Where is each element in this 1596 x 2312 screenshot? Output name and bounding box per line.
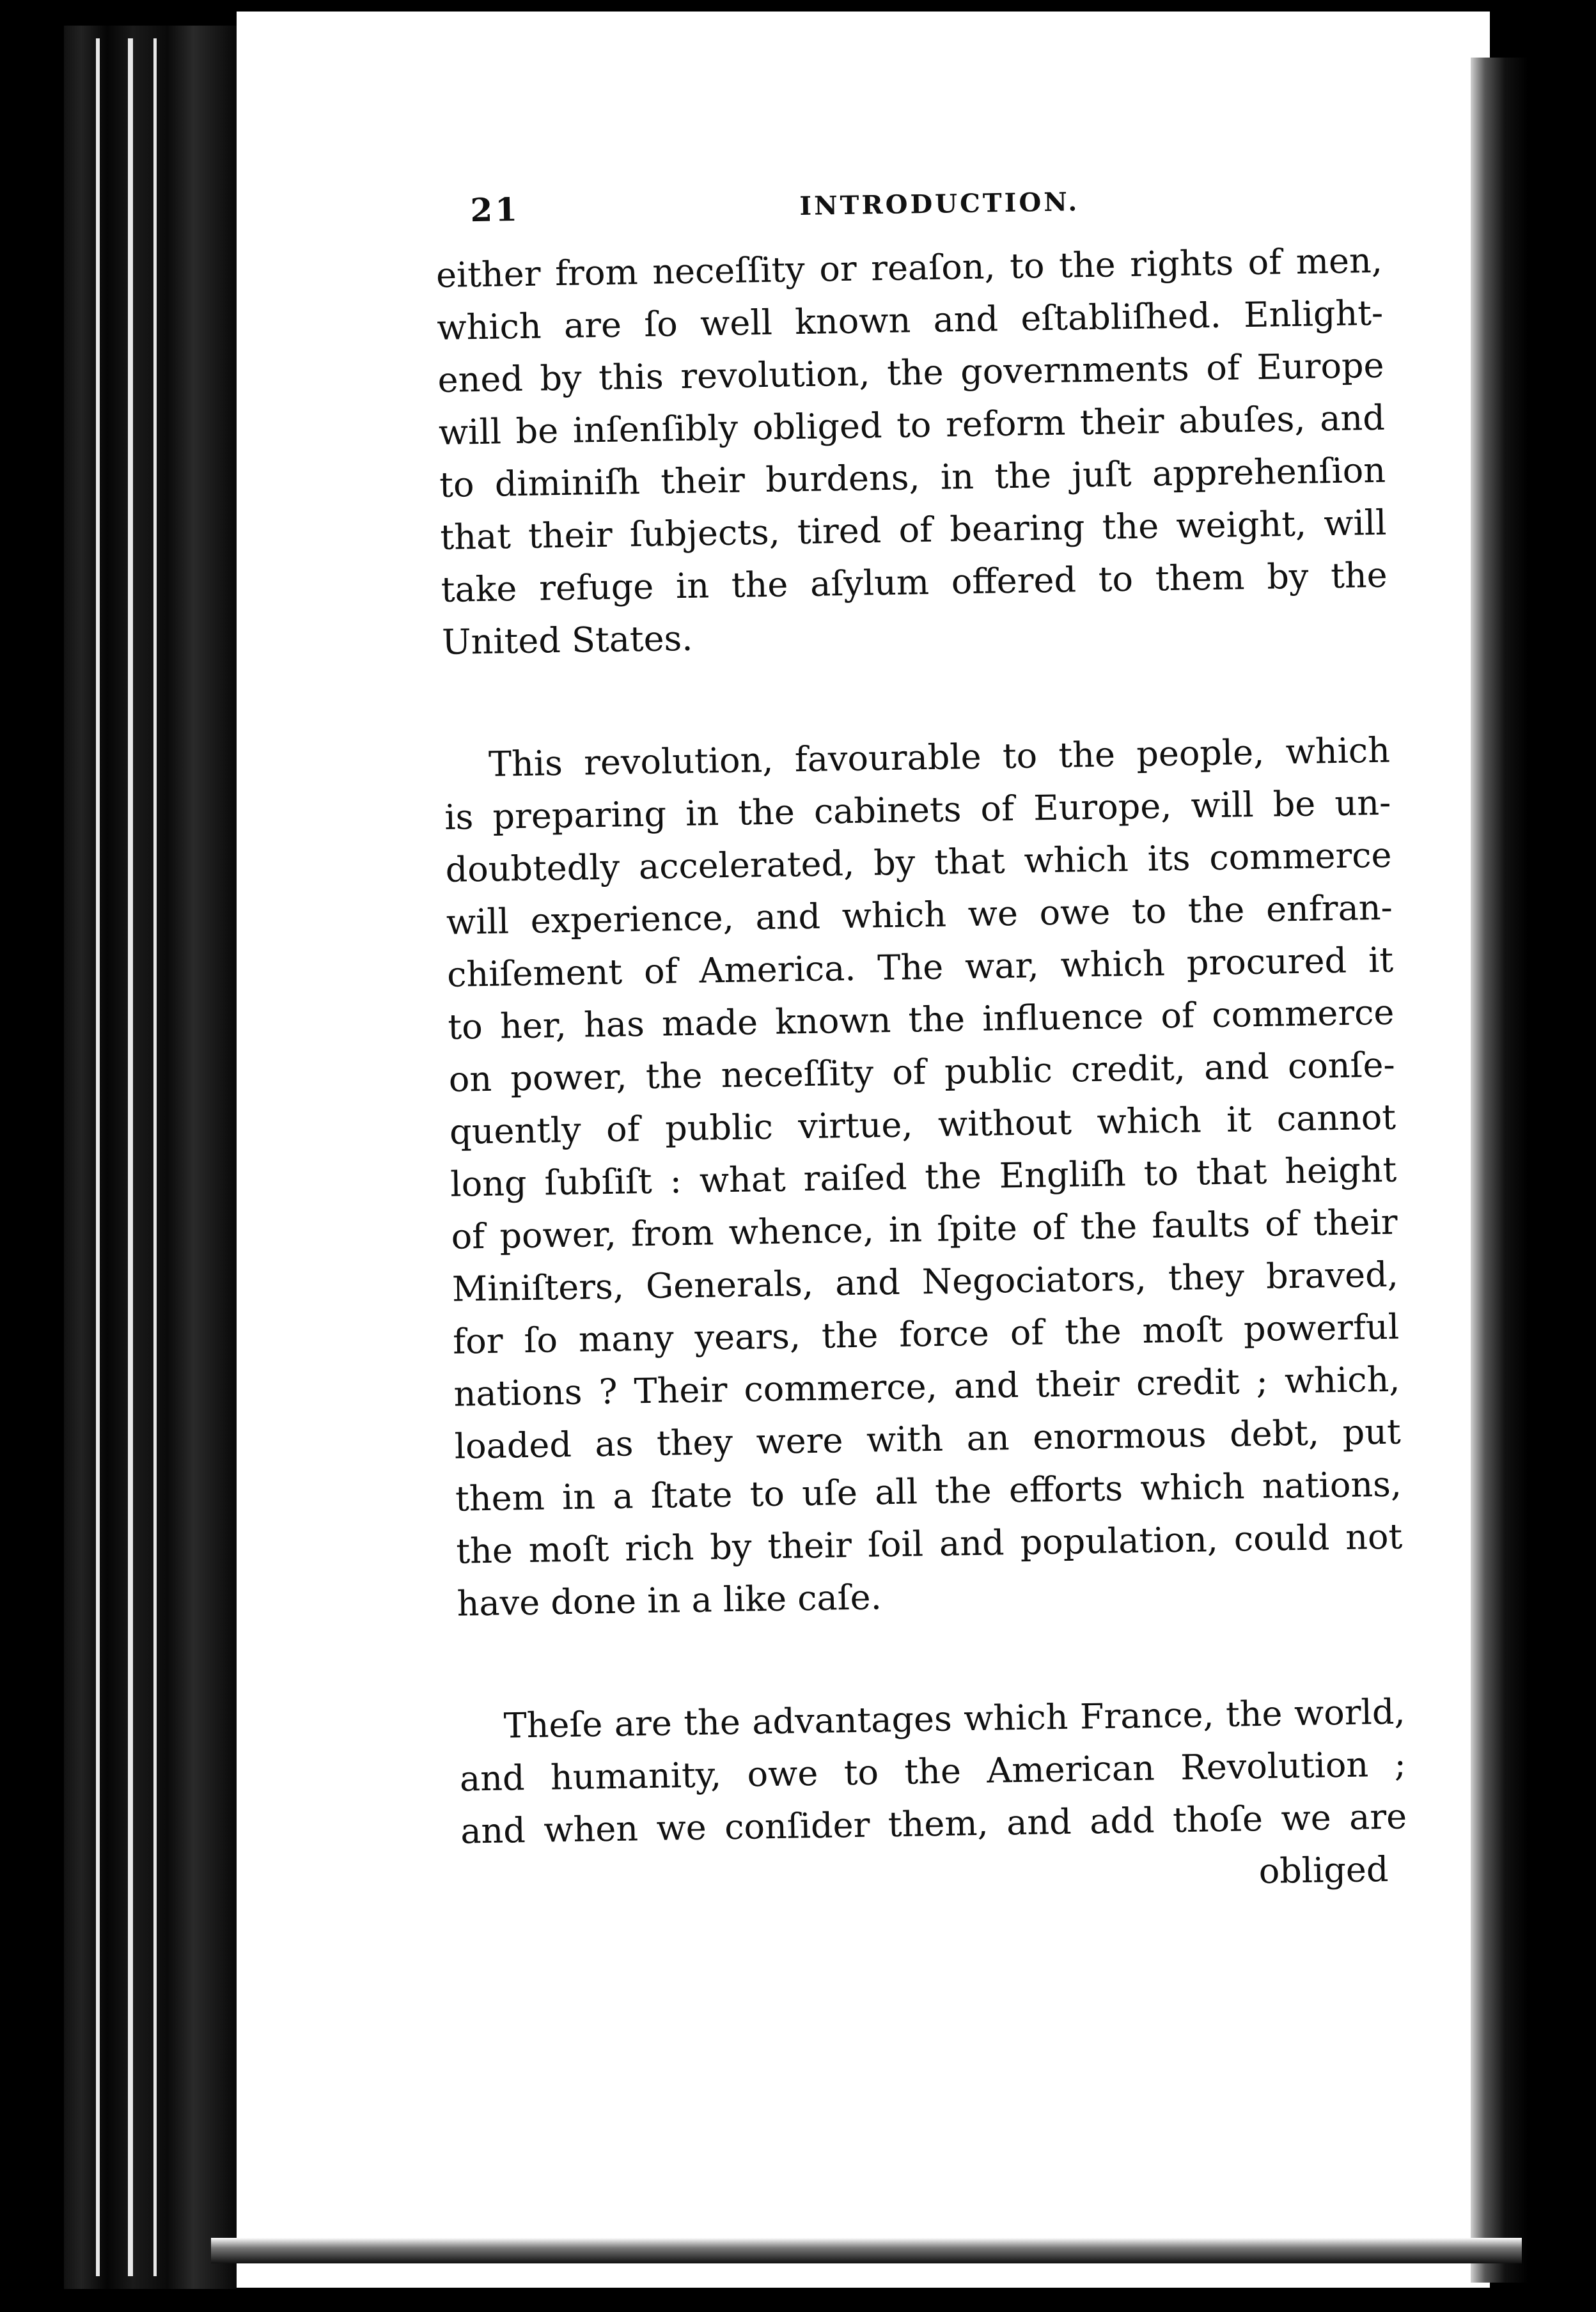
- text-line: Miniſters, Generals, and Negociators, they braved,: [451, 1254, 1399, 1309]
- page-text-block: [435, 177, 1408, 1910]
- text-line: and humanity, owe to the American Revolution ;: [459, 1744, 1407, 1799]
- text-line: for ſo many years, the force of the moſt powerful: [452, 1306, 1400, 1362]
- right-page-edge: [1471, 58, 1528, 2283]
- text-line: This revolution, favourable to the people, which: [488, 730, 1391, 785]
- text-line: either from neceſſity or reaſon, to the rights of men,: [435, 240, 1383, 295]
- page-number: 21: [469, 190, 520, 230]
- text-line: nations ? Their commerce, and their credit ; which,: [453, 1359, 1400, 1414]
- text-line: is preparing in the cabinets of Europe, will be un-: [444, 782, 1391, 838]
- text-line: United States.: [441, 618, 693, 662]
- text-line: and when we conſider them, and add thoſe we are: [460, 1796, 1407, 1852]
- text-line: quently of public virtue, without which it cannot: [449, 1097, 1396, 1152]
- page-edge-strip: [96, 38, 100, 2276]
- book-spine: [64, 26, 237, 2289]
- paragraph-2: [443, 724, 1404, 1630]
- page-edge-strip: [128, 38, 133, 2276]
- text-line: to diminiſh their burdens, in the juſt apprehenſion: [439, 449, 1386, 505]
- page-edge-strip: [153, 38, 157, 2276]
- text-line: loaded as they were with an enormous debt, put: [454, 1411, 1402, 1467]
- text-line: to her, has made known the influence of commerce: [448, 992, 1395, 1047]
- text-line: on power, the neceſſity of public credit, and conſe-: [448, 1044, 1396, 1100]
- text-line: of power, from whence, in ſpite of the faults of their: [451, 1201, 1398, 1257]
- header-title: INTRODUCTION.: [799, 187, 1080, 222]
- text-line: will experience, and which we owe to the enfran-: [446, 887, 1393, 942]
- text-line: that their ſubjects, tired of bearing the weight, will: [439, 502, 1387, 558]
- text-line: take refuge in the aſylum offered to them by the: [441, 554, 1388, 610]
- bottom-page-edge: [211, 2238, 1522, 2263]
- text-line: which are ſo well known and eſtabliſhed. Enlight-: [436, 292, 1384, 348]
- text-line: them in a ſtate to uſe all the efforts which nations,: [455, 1464, 1402, 1519]
- text-line: Theſe are the advantages which France, the world,: [503, 1691, 1406, 1746]
- text-line: the moſt rich by their ſoil and population, could not: [455, 1516, 1403, 1572]
- text-line: chiſement of America. The war, which procured it: [446, 939, 1394, 995]
- text-line: ened by this revolution, the governments of Europe: [437, 345, 1384, 400]
- text-line: will be inſenſibly obliged to reform their abuſes, and: [438, 397, 1386, 453]
- paragraph-3: [458, 1685, 1407, 1857]
- paragraph-1: [435, 235, 1388, 669]
- text-line: have done in a like caſe.: [457, 1577, 882, 1624]
- catchword: obliged: [1258, 1848, 1389, 1892]
- text-line: doubtedly accelerated, by that which its commerce: [445, 834, 1392, 890]
- text-line: long ſubſiſt : what raiſed the Engliſh to that height: [450, 1149, 1397, 1205]
